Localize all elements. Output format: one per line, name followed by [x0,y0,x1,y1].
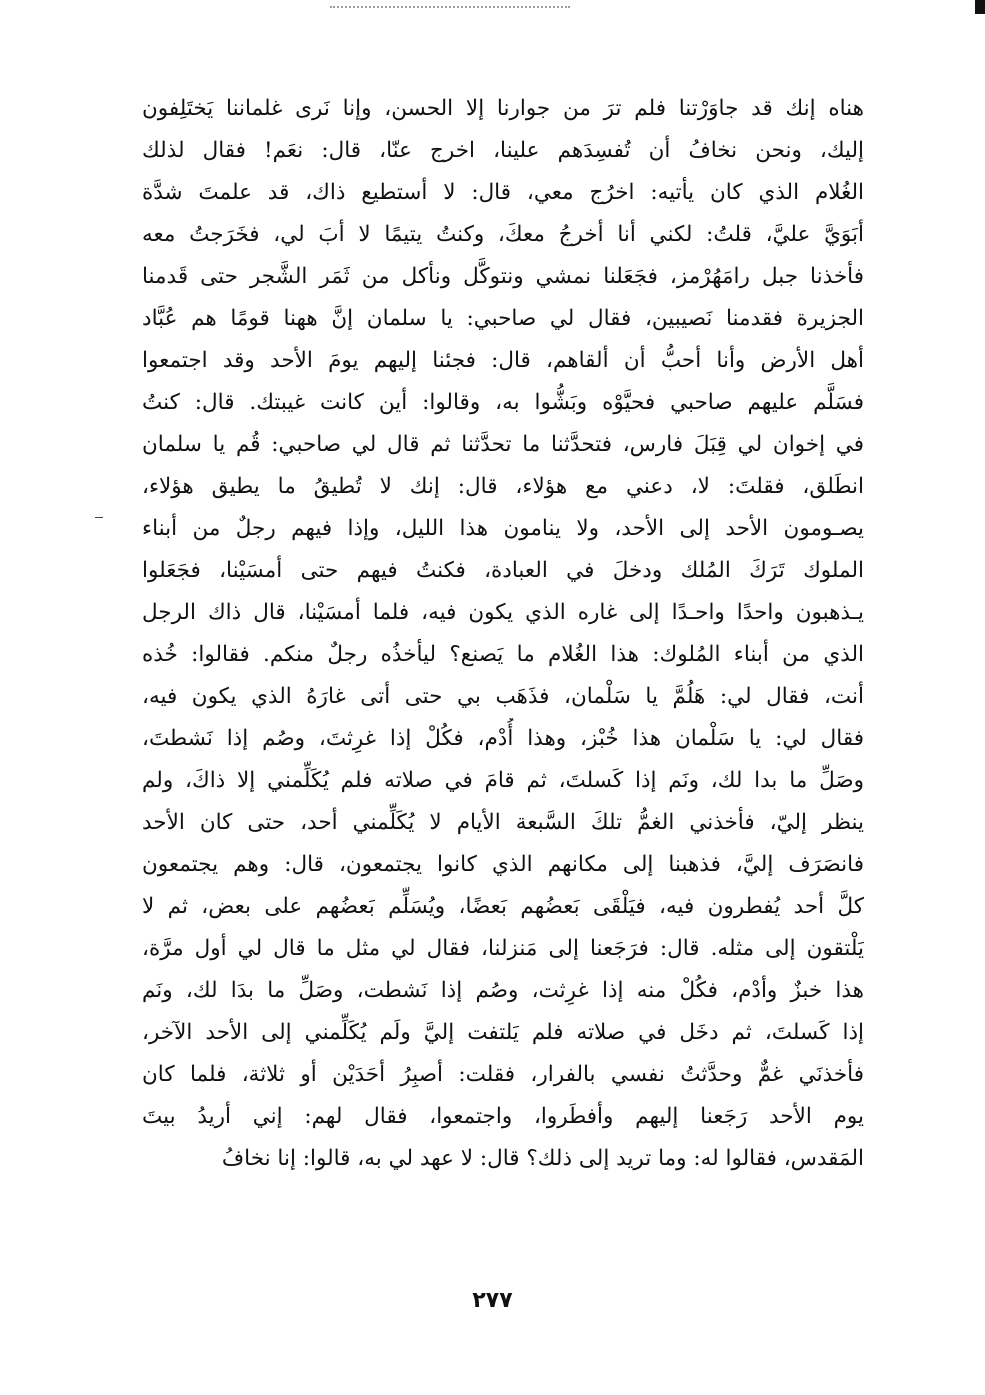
text-line: المَقدس، فقالوا له: وما تريد إلى ذلك؟ قال: لا عهد لي به، قالوا: إنا نخافُ [221,1146,864,1171]
text-line: الملوك تَرَكَ المُلك ودخلَ في العبادة، فكنتُ فيهم حتى أمسَيْنا، فجَعَلوا [142,558,864,583]
body-text [142,88,864,1180]
text-line: يصـومون الأحد إلى الأحد، ولا ينامون هذا الليل، وإذا فيهم رجلٌ من أبناء [142,516,864,541]
text-line: يوم الأحد رَجَعنا إليهم وأفطَروا، واجتمعوا، فقال لهم: إني أريدُ بيتَ [142,1104,864,1129]
text-line: كلَّ أحد يُفطرون فيه، فيَلْقَى بَعضُهم بَعضًا، ويُسَلِّم بَعضُهم على بعض، ثم لا [142,894,864,919]
text-line: هذا خبزٌ وأدْم، فكُلْ منه إذا غرِثت، وصُم إذا نَشطت، وصَلِّ ما بدَا لك، ونَم [142,978,864,1003]
text-line: الغُلام الذي كان يأتيه: اخرُج معي، قال: لا أستطيع ذاك، قد علمتَ شدَّة [142,180,864,205]
text-line: الجزيرة فقدمنا نَصيبين، فقال لي صاحبي: يا سلمان إنَّ ههنا قومًا هم عُبَّاد [142,306,864,331]
text-line: أنت، فقال لي: هَلُمَّ يا سَلْمان، فذَهَب بي حتى أتى غارَهُ الذي يكون فيه، [142,684,864,709]
scan-corner-mark [975,0,985,14]
text-line: إليك، ونحن نخافُ أن تُفسِدَهم علينا، اخرج عنّا، قال: نعَم! فقال لذلك [142,138,864,163]
text-line: فانصَرَف إليَّ، فذهبنا إلى مكانهم الذي كانوا يجتمعون، قال: وهم يجتمعون [142,852,864,877]
text-line: فقال لي: يا سَلْمان هذا خُبْز، وهذا أُدْم، فكُلْ إذا غرِثتَ، وصُم إذا نَشطتَ، [142,726,864,751]
text-line: يـذهبون واحدًا واحـدًا إلى غاره الذي يكون فيه، فلما أمسَيْنا، قال ذاك الرجل [142,600,864,625]
text-line: إذا كَسلتَ، ثم دخَل في صلاته فلم يَلتفت إليَّ ولَم يُكَلِّمني إلى الأحد الآخر، [142,1020,864,1045]
text-line: انطَلق، فقلتَ: لا، دعني مع هؤلاء، قال: إنك لا تُطيقُ ما يطيق هؤلاء، [142,474,864,499]
text-line: يَلْتقون إلى مثله. قال: فرَجَعنا إلى مَنزلنا، فقال لي مثل ما قال لي أول مرَّة، [142,936,864,961]
text-line: وصَلِّ ما بدا لك، ونَم إذا كَسلتَ، ثم قامَ في صلاته فلم يُكَلِّمني إلا ذاكَ، ولم [142,768,864,793]
text-line: فأخذنَي غمٌّ وحدَّثتُ نفسي بالفرار، فقلت: أصبِرُ أحَدَيْن أو ثلاثة، فلما كان [142,1062,864,1087]
margin-tick-mark [95,517,103,518]
text-line: فأخذنا جبل رامَهُرْمز، فجَعَلنا نمشي ونتوكَّل ونأكل من ثَمَر الشَّجر حتى قَدمنا [142,264,864,289]
scan-top-mark [330,6,570,11]
text-line: فسَلَّم عليهم صاحبي فحيَّوْه وبَشُّوا به، وقالوا: أين كانت غيبتك. قال: كنتُ [142,390,864,415]
text-line: أهل الأرض وأنا أحبُّ أن ألقاهم، قال: فجئنا إليهم يومَ الأحد وقد اجتمعوا [142,348,864,373]
page-number: ٢٧٧ [472,1288,513,1313]
text-line: هناه إنك قد جاوَرْتنا فلم ترَ من جوارنا إلا الحسن، وإنا نَرى غلماننا يَختَلِفون [142,96,864,121]
text-line: أبَوَيَّ عليَّ، قلتُ: لكني أنا أخرجُ معكَ، وكنتُ يتيمًا لا أبَ لي، فخَرَجتُ معه [142,222,864,247]
text-line: الذي من أبناء المُلوك: هذا الغُلام ما يَصنع؟ ليأخذُه رجلٌ منكم. فقالوا: خُذه [142,642,864,667]
text-line: ينظر إليّ، فأخذني الغمُّ تلكَ السَّبعة الأيام لا يُكَلِّمني أحد، حتى كان الأحد [142,810,864,835]
text-line: في إخوان لي قِبَلَ فارس، فتحدَّثنا ما تحدَّثنا ثم قال لي صاحبي: قُم يا سلمان [142,432,864,457]
